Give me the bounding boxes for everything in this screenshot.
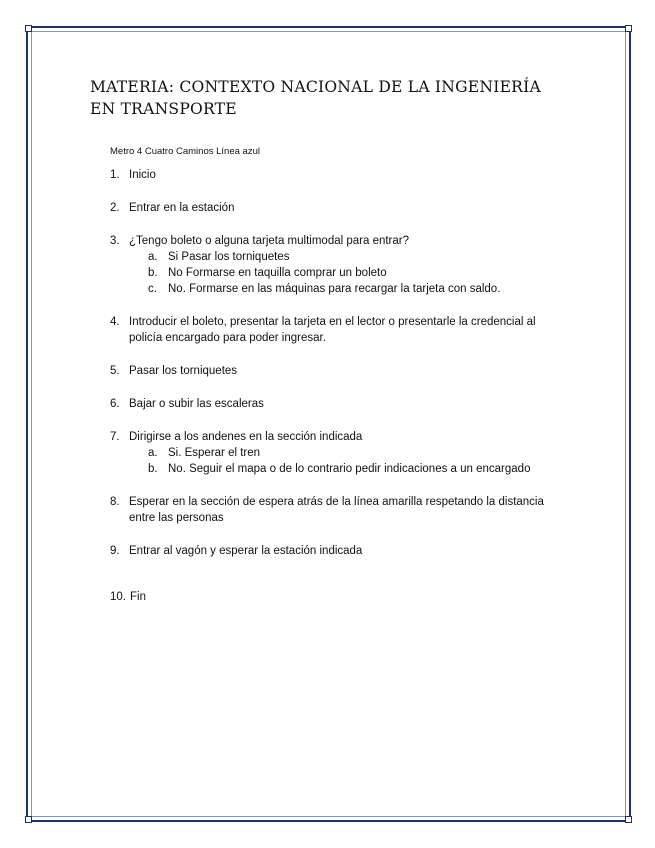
- step-item: [110, 314, 570, 346]
- subtitle: Metro 4 Cuatro Caminos Línea azul: [110, 146, 260, 157]
- sub-item: [129, 281, 570, 297]
- sub-letter: b.: [148, 267, 158, 279]
- corner-ornament: [25, 816, 32, 823]
- sub-letter: a.: [148, 447, 158, 459]
- step-item: [110, 233, 570, 297]
- step-text: Introducir el boleto, presentar la tarjeta en el lector o presentarle la credencial al policía encargado para poder ingresar.: [129, 316, 536, 344]
- step-number: 10.: [110, 591, 126, 603]
- sub-text: No. Formarse en las máquinas para recargar la tarjeta con saldo.: [168, 283, 501, 295]
- step-number: 5.: [110, 365, 120, 377]
- step-number: 2.: [110, 202, 120, 214]
- step-text: Esperar en la sección de espera atrás de la línea amarilla respetando la distancia entre las personas: [129, 496, 544, 524]
- sub-text: Si Pasar los torniquetes: [168, 251, 290, 263]
- corner-ornament: [625, 816, 632, 823]
- step-item: [110, 200, 570, 216]
- step-text: ¿Tengo boleto o alguna tarjeta multimodal para entrar?: [129, 235, 410, 247]
- sub-text: No Formarse en taquilla comprar un boleto: [168, 267, 387, 279]
- step-number: 8.: [110, 496, 120, 508]
- sub-text: Si. Esperar el tren: [168, 447, 261, 459]
- step-text: Dirigirse a los andenes en la sección indicada: [129, 431, 363, 443]
- sub-item: [129, 461, 570, 477]
- step-number: 1.: [110, 169, 120, 181]
- step-item: [110, 494, 570, 526]
- step-text: Fin: [130, 591, 146, 603]
- sub-item: [129, 445, 570, 461]
- sub-item: [129, 249, 570, 265]
- step-text: Pasar los torniquetes: [129, 365, 238, 377]
- page-title: MATERIA: CONTEXTO NACIONAL DE LA INGENIERÍA EN TRANSPORTE: [90, 78, 541, 118]
- steps-list: [110, 167, 570, 622]
- corner-ornament: [625, 25, 632, 32]
- step-item: [110, 363, 570, 379]
- corner-ornament: [25, 25, 32, 32]
- sub-list: [129, 445, 570, 477]
- step-number: 3.: [110, 235, 120, 247]
- step-item: [110, 429, 570, 477]
- step-item: [110, 589, 570, 605]
- sub-letter: a.: [148, 251, 158, 263]
- sub-letter: c.: [148, 283, 157, 295]
- sub-text: No. Seguir el mapa o de lo contrario pedir indicaciones a un encargado: [168, 463, 531, 475]
- step-item: [110, 167, 570, 183]
- step-text: Inicio: [129, 169, 156, 181]
- step-number: 7.: [110, 431, 120, 443]
- step-item: [110, 543, 570, 559]
- step-number: 9.: [110, 545, 120, 557]
- step-text: Entrar en la estación: [129, 202, 235, 214]
- sub-list: [129, 249, 570, 297]
- step-number: 6.: [110, 398, 120, 410]
- sub-item: [129, 265, 570, 281]
- step-text: Bajar o subir las escaleras: [129, 398, 264, 410]
- sub-letter: b.: [148, 463, 158, 475]
- step-number: 4.: [110, 316, 120, 328]
- step-text: Entrar al vagón y esperar la estación indicada: [129, 545, 363, 557]
- step-item: [110, 396, 570, 412]
